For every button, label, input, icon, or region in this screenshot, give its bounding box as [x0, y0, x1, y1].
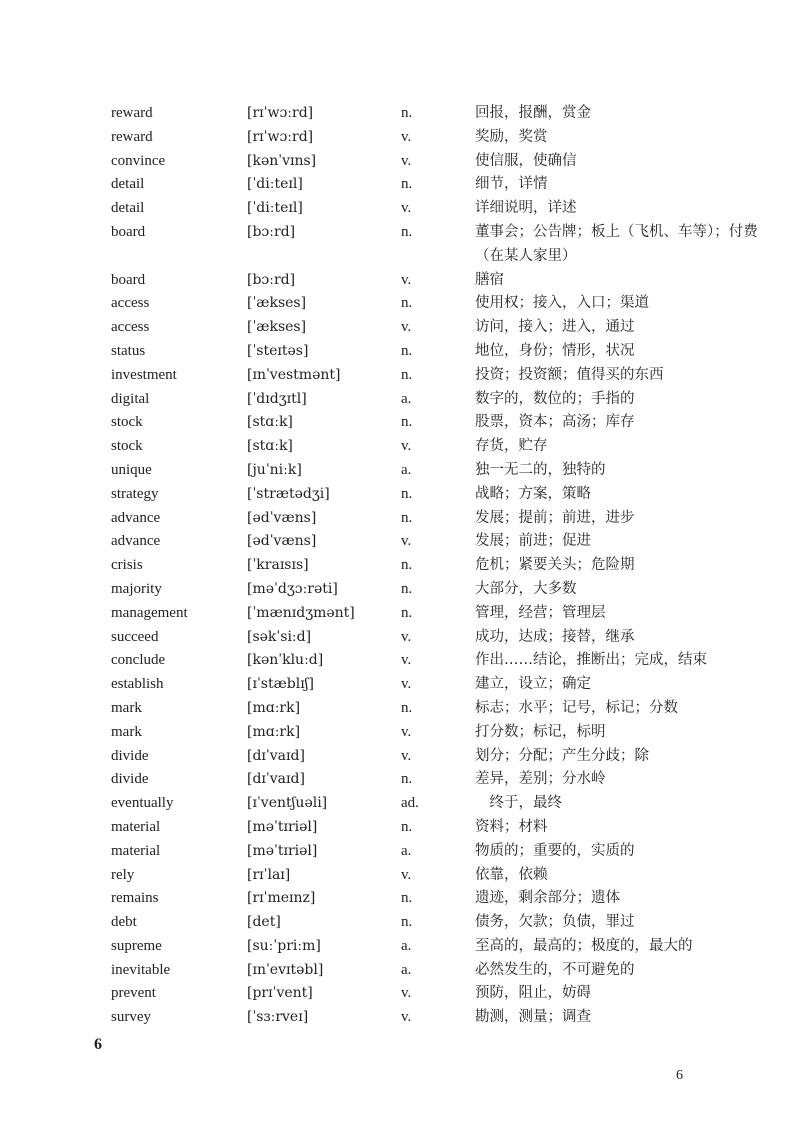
entry-phonetic: [bɔːrd]: [247, 271, 296, 288]
entry-meaning: 建立，设立；确定: [475, 676, 591, 693]
vocab-entry: [111, 982, 771, 1006]
entry-part-of-speech: n.: [401, 890, 413, 907]
entry-meaning: 投资；投资额；值得买的东西: [475, 366, 664, 383]
vocab-entry: [111, 435, 771, 459]
entry-word: advance: [111, 509, 161, 526]
vocab-entry: [111, 626, 771, 650]
vocab-entry: [111, 292, 771, 316]
entry-part-of-speech: n.: [401, 557, 413, 574]
vocab-entry: [111, 221, 771, 269]
entry-phonetic: [məˈtɪriəl]: [247, 818, 318, 835]
entry-word: supreme: [111, 937, 162, 954]
vocab-entry: [111, 911, 771, 935]
entry-part-of-speech: v.: [401, 652, 412, 669]
vocab-entry: [111, 1006, 771, 1030]
vocab-entry: [111, 697, 771, 721]
entry-meaning: 标志；水平；记号，标记；分数: [475, 699, 678, 716]
entry-meaning: 独一无二的，独特的: [475, 461, 606, 478]
entry-phonetic: [bɔːrd]: [247, 223, 296, 240]
vocab-entry: [111, 197, 771, 221]
vocab-entry: [111, 935, 771, 959]
entry-phonetic: [dɪˈvaɪd]: [247, 747, 305, 764]
vocab-entry: [111, 840, 771, 864]
entry-phonetic: [ɪnˈvestmənt]: [247, 366, 341, 383]
entry-phonetic: [ˈmænɪdʒmənt]: [247, 604, 355, 621]
vocab-entry: [111, 792, 771, 816]
entry-meaning: 详细说明，详述: [475, 200, 577, 217]
entry-word: majority: [111, 580, 162, 597]
entry-phonetic: [rɪˈwɔːrd]: [247, 128, 314, 145]
entry-phonetic: [dɪˈvaɪd]: [247, 771, 305, 788]
entry-part-of-speech: n.: [401, 580, 413, 597]
entry-phonetic: [mɑːrk]: [247, 723, 301, 740]
entry-word: material: [111, 842, 161, 859]
entry-part-of-speech: n.: [401, 604, 413, 621]
entry-part-of-speech: n.: [401, 176, 413, 193]
entry-word: succeed: [111, 628, 159, 645]
vocab-entry: [111, 459, 771, 483]
entry-part-of-speech: v.: [401, 1009, 412, 1026]
entry-meaning: 发展；提前；前进，进步: [475, 509, 635, 526]
vocab-entry: [111, 530, 771, 554]
entry-word: divide: [111, 771, 149, 788]
entry-word: inevitable: [111, 961, 171, 978]
page-number-right: 6: [676, 1068, 683, 1083]
entry-meaning: 资料；材料: [475, 818, 548, 835]
entry-word: detail: [111, 176, 145, 193]
entry-meaning: 董事会；公告牌；板上（飞机、车等）；付费（在某人家里）: [475, 223, 758, 264]
entry-phonetic: [ɪnˈevɪtəbl]: [247, 961, 324, 978]
entry-part-of-speech: a.: [401, 961, 412, 978]
entry-meaning: 存货，贮存: [475, 438, 548, 455]
entry-phonetic: [ˈsteɪtəs]: [247, 342, 309, 359]
vocab-entry: [111, 102, 771, 126]
vocab-entry: [111, 126, 771, 150]
entry-part-of-speech: v.: [401, 533, 412, 550]
entry-word: eventually: [111, 795, 174, 812]
entry-meaning: 管理，经营；管理层: [475, 604, 606, 621]
vocab-entry: [111, 316, 771, 340]
entry-word: prevent: [111, 985, 156, 1002]
vocab-entry: [111, 745, 771, 769]
entry-meaning: 危机；紧要关头；危险期: [475, 557, 635, 574]
entry-word: investment: [111, 366, 177, 383]
entry-meaning: 股票，资本；高汤；库存: [475, 414, 635, 431]
entry-part-of-speech: a.: [401, 390, 412, 407]
entry-phonetic: [kənˈkluːd]: [247, 652, 324, 669]
vocab-entry: [111, 887, 771, 911]
entry-phonetic: [məˈtɪriəl]: [247, 842, 318, 859]
entry-part-of-speech: n.: [401, 342, 413, 359]
entry-meaning: 至高的，最高的；极度的，最大的: [475, 937, 693, 954]
entry-meaning: 细节，详情: [475, 176, 548, 193]
entry-meaning: 债务，欠款；负债，罪过: [475, 914, 635, 931]
entry-word: unique: [111, 461, 152, 478]
entry-phonetic: [suːˈpriːm]: [247, 937, 321, 954]
vocab-entry: [111, 673, 771, 697]
entry-meaning: 战略；方案，策略: [475, 485, 591, 502]
entry-part-of-speech: a.: [401, 937, 412, 954]
entry-part-of-speech: ad.: [401, 795, 419, 812]
entry-phonetic: [mɑːrk]: [247, 699, 301, 716]
vocab-entry: [111, 602, 771, 626]
vocab-entry: [111, 959, 771, 983]
entry-part-of-speech: v.: [401, 438, 412, 455]
entry-meaning: 物质的；重要的，实质的: [475, 842, 635, 859]
page-number-left: 6: [94, 1036, 102, 1053]
entry-part-of-speech: a.: [401, 842, 412, 859]
entry-meaning: 作出……结论，推断出；完成，结束: [475, 652, 707, 669]
entry-phonetic: [məˈdʒɔːrəti]: [247, 580, 338, 597]
vocab-entry: [111, 578, 771, 602]
entry-phonetic: [ɪˈventʃuəli]: [247, 795, 328, 812]
entry-phonetic: [səkˈsiːd]: [247, 628, 312, 645]
entry-word: status: [111, 342, 146, 359]
entry-word: strategy: [111, 485, 159, 502]
entry-meaning: 使用权；接入，入口；渠道: [475, 295, 649, 312]
entry-phonetic: [stɑːk]: [247, 414, 293, 431]
entry-word: debt: [111, 914, 137, 931]
entry-word: divide: [111, 747, 149, 764]
entry-meaning: 回报，报酬，赏金: [475, 105, 591, 121]
vocab-entry: [111, 173, 771, 197]
entry-phonetic: [ˈkraɪsɪs]: [247, 557, 309, 574]
entry-meaning: 发展；前进；促进: [475, 533, 591, 550]
entry-phonetic: [det]: [247, 914, 281, 931]
entry-part-of-speech: n.: [401, 366, 413, 383]
entry-meaning: 奖励，奖赏: [475, 128, 548, 145]
entry-phonetic: [juˈniːk]: [247, 461, 302, 478]
entry-word: access: [111, 295, 150, 312]
entry-meaning: 划分；分配；产生分歧；除: [475, 747, 649, 764]
vocab-entry: [111, 269, 771, 293]
entry-phonetic: [rɪˈmeɪnz]: [247, 890, 316, 907]
entry-part-of-speech: n.: [401, 295, 413, 312]
entry-phonetic: [ˈækses]: [247, 295, 307, 312]
entry-part-of-speech: n.: [401, 914, 413, 931]
entry-phonetic: [ˈækses]: [247, 319, 307, 336]
vocab-entry: [111, 388, 771, 412]
vocabulary-list: [111, 102, 771, 1030]
entry-word: reward: [111, 128, 153, 145]
entry-meaning: 访问，接入；进入，通过: [475, 319, 635, 336]
entry-part-of-speech: v.: [401, 747, 412, 764]
vocab-entry: [111, 554, 771, 578]
vocab-entry: [111, 483, 771, 507]
entry-word: management: [111, 604, 188, 621]
entry-part-of-speech: n.: [401, 771, 413, 788]
entry-word: rely: [111, 866, 135, 883]
entry-part-of-speech: v.: [401, 628, 412, 645]
entry-part-of-speech: v.: [401, 152, 412, 169]
vocab-entry: [111, 411, 771, 435]
entry-meaning: 大部分，大多数: [475, 580, 577, 597]
entry-part-of-speech: v.: [401, 200, 412, 217]
entry-part-of-speech: n.: [401, 414, 413, 431]
entry-part-of-speech: v.: [401, 676, 412, 693]
entry-part-of-speech: v.: [401, 866, 412, 883]
entry-meaning: 地位，身份；情形，状况: [475, 342, 635, 359]
vocab-entry: [111, 768, 771, 792]
entry-phonetic: [rɪˈwɔːrd]: [247, 105, 314, 121]
entry-meaning: 成功，达成；接替，继承: [475, 628, 635, 645]
entry-word: survey: [111, 1009, 151, 1026]
entry-meaning: 遗迹，剩余部分；遗体: [475, 890, 620, 907]
entry-phonetic: [stɑːk]: [247, 438, 293, 455]
entry-meaning: 终于，最终: [475, 795, 562, 812]
entry-phonetic: [kənˈvɪns]: [247, 152, 317, 169]
entry-word: board: [111, 271, 146, 288]
entry-phonetic: [ˈstrætədʒi]: [247, 485, 330, 502]
entry-part-of-speech: n.: [401, 223, 413, 240]
entry-phonetic: [ˈdɪdʒɪtl]: [247, 390, 307, 407]
vocab-entry: [111, 649, 771, 673]
entry-word: board: [111, 223, 146, 240]
entry-part-of-speech: v.: [401, 723, 412, 740]
entry-word: convince: [111, 152, 166, 169]
vocab-entry: [111, 864, 771, 888]
entry-part-of-speech: n.: [401, 105, 413, 121]
entry-word: remains: [111, 890, 159, 907]
entry-phonetic: [ədˈvæns]: [247, 509, 317, 526]
vocab-entry: [111, 364, 771, 388]
entry-part-of-speech: n.: [401, 509, 413, 526]
entry-phonetic: [prɪˈvent]: [247, 985, 313, 1002]
entry-part-of-speech: v.: [401, 985, 412, 1002]
entry-word: stock: [111, 414, 143, 431]
entry-meaning: 必然发生的，不可避免的: [475, 961, 635, 978]
entry-word: crisis: [111, 557, 143, 574]
entry-word: digital: [111, 390, 150, 407]
entry-word: stock: [111, 438, 143, 455]
entry-meaning: 膳宿: [475, 271, 504, 288]
entry-part-of-speech: a.: [401, 461, 412, 478]
entry-phonetic: [ˈsɜːrveɪ]: [247, 1009, 309, 1026]
vocab-entry: [111, 340, 771, 364]
entry-word: advance: [111, 533, 161, 550]
vocab-entry: [111, 507, 771, 531]
entry-phonetic: [ˈdiːteɪl]: [247, 200, 303, 217]
entry-word: mark: [111, 699, 142, 716]
entry-word: reward: [111, 105, 153, 121]
entry-word: mark: [111, 723, 142, 740]
entry-phonetic: [ɪˈstæblɪʃ]: [247, 676, 314, 693]
entry-word: establish: [111, 676, 164, 693]
vocab-entry: [111, 721, 771, 745]
entry-meaning: 依靠，依赖: [475, 866, 548, 883]
entry-part-of-speech: v.: [401, 271, 412, 288]
entry-phonetic: [rɪˈlaɪ]: [247, 866, 291, 883]
entry-meaning: 数字的，数位的；手指的: [475, 390, 635, 407]
entry-meaning: 勘测，测量；调查: [475, 1009, 591, 1026]
vocab-entry: [111, 816, 771, 840]
vocab-entry: [111, 150, 771, 174]
entry-meaning: 预防，阻止，妨碍: [475, 985, 591, 1002]
entry-meaning: 使信服，使确信: [475, 152, 577, 169]
entry-word: conclude: [111, 652, 166, 669]
entry-part-of-speech: n.: [401, 699, 413, 716]
entry-part-of-speech: n.: [401, 485, 413, 502]
entry-word: access: [111, 319, 150, 336]
entry-part-of-speech: v.: [401, 128, 412, 145]
entry-phonetic: [ˈdiːteɪl]: [247, 176, 303, 193]
entry-meaning: 差异，差别；分水岭: [475, 771, 606, 788]
entry-phonetic: [ədˈvæns]: [247, 533, 317, 550]
entry-meaning: 打分数；标记，标明: [475, 723, 606, 740]
entry-part-of-speech: v.: [401, 319, 412, 336]
entry-word: detail: [111, 200, 145, 217]
entry-word: material: [111, 818, 161, 835]
entry-part-of-speech: n.: [401, 818, 413, 835]
